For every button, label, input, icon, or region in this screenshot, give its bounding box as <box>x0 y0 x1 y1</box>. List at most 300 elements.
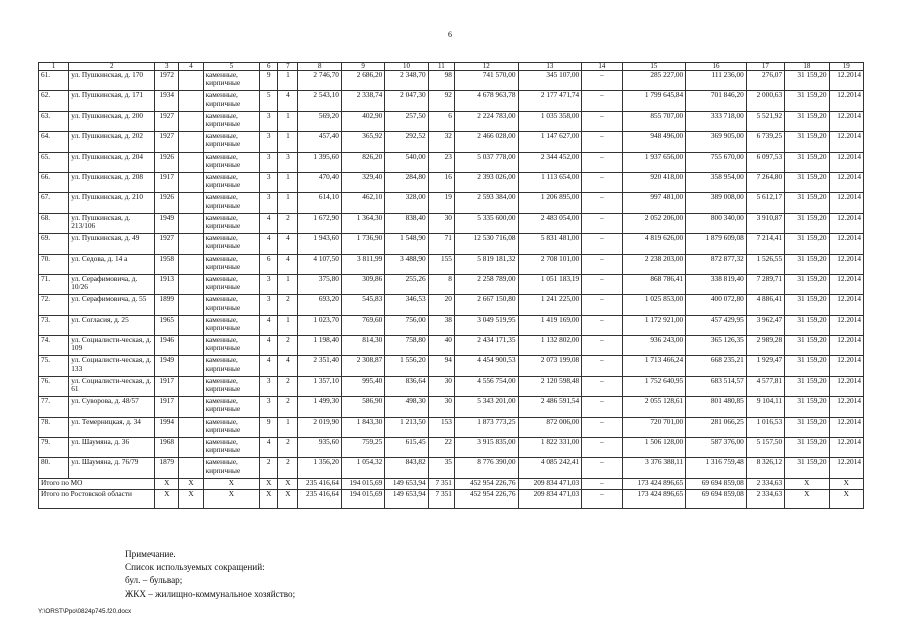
table-cell: 1 <box>278 193 298 213</box>
note-abbr-zhkkh: ЖКХ – жилищно-коммунальное хозяйство; <box>125 588 296 599</box>
table-cell: 2 393 026,00 <box>454 172 518 192</box>
table-cell: 12.2014 <box>829 172 863 192</box>
table-cell: 457,40 <box>298 132 341 152</box>
table-cell: 2 338,74 <box>341 91 384 111</box>
table-cell: ул. Социалисти-ческая, д. 109 <box>69 336 155 356</box>
table-cell: ул. Социалисти-ческая, д. 61 <box>69 376 155 396</box>
table-cell: 2 543,10 <box>298 91 341 111</box>
table-cell: ул. Шаумяна, д. 76/79 <box>69 458 155 478</box>
table-cell: 935,60 <box>298 438 341 458</box>
totals-cell: 69 694 859,08 <box>686 478 747 489</box>
table-cell: 2 667 150,80 <box>454 295 518 315</box>
table-cell: каменные, кирпичные <box>203 213 260 233</box>
table-cell <box>179 458 203 478</box>
table-cell: 1 526,55 <box>746 254 784 274</box>
table-cell <box>179 417 203 437</box>
table-cell: 2 047,30 <box>385 91 428 111</box>
table-cell: ул. Пушкинская, д. 210 <box>69 193 155 213</box>
table-cell: ул. Темерницкая, д. 34 <box>69 417 155 437</box>
table-cell: 855 707,00 <box>622 111 686 131</box>
table-cell: 31 159,20 <box>785 438 829 458</box>
table-cell: 1899 <box>155 295 179 315</box>
table-cell: ул. Социалисти-ческая, д. 133 <box>69 356 155 376</box>
table-cell: 1958 <box>155 254 179 274</box>
table-cell <box>179 254 203 274</box>
table-cell: 31 159,20 <box>785 397 829 417</box>
table-cell: 1 822 331,00 <box>518 438 582 458</box>
table-cell: каменные, кирпичные <box>203 132 260 152</box>
table-cell: 1 <box>278 132 298 152</box>
table-cell: 9 104,11 <box>746 397 784 417</box>
totals-cell: 194 015,69 <box>341 489 384 508</box>
table-cell <box>179 397 203 417</box>
table-cell: 31 159,20 <box>785 315 829 335</box>
totals-cell: 7 351 <box>428 489 454 508</box>
table-cell <box>179 356 203 376</box>
table-cell: 995,40 <box>341 376 384 396</box>
table-cell: ул. Серафимовича, д. 10/26 <box>69 274 155 294</box>
totals-cell: 7 351 <box>428 478 454 489</box>
table-cell: 12.2014 <box>829 438 863 458</box>
table-cell: каменные, кирпичные <box>203 274 260 294</box>
table-cell: 614,10 <box>298 193 341 213</box>
table-cell: 801 480,85 <box>686 397 747 417</box>
column-number-cell: 2 <box>69 63 155 71</box>
totals-cell: X <box>278 489 298 508</box>
table-cell: 5 831 481,00 <box>518 234 582 254</box>
table-cell: 1 198,40 <box>298 336 341 356</box>
table-cell: 12.2014 <box>829 274 863 294</box>
table-cell: каменные, кирпичные <box>203 234 260 254</box>
table-cell: 758,80 <box>385 336 428 356</box>
table-cell: 77. <box>39 397 69 417</box>
table-cell: 76. <box>39 376 69 396</box>
table-cell: каменные, кирпичные <box>203 254 260 274</box>
table-cell: 755 670,00 <box>686 152 747 172</box>
table-cell: 12.2014 <box>829 132 863 152</box>
table-cell: 62. <box>39 91 69 111</box>
table-cell <box>179 152 203 172</box>
table-cell: 1 <box>278 417 298 437</box>
table-cell <box>179 336 203 356</box>
table-cell: – <box>582 336 622 356</box>
table-cell: 920 418,00 <box>622 172 686 192</box>
table-cell: 1 799 645,84 <box>622 91 686 111</box>
table-cell: 2 593 384,00 <box>454 193 518 213</box>
table-row <box>39 458 864 478</box>
table-cell: 569,20 <box>298 111 341 131</box>
table-cell: 31 159,20 <box>785 132 829 152</box>
table-cell: 1 556,20 <box>385 356 428 376</box>
table-cell: 5 612,17 <box>746 193 784 213</box>
table-cell: 64. <box>39 132 69 152</box>
table-cell: 3 <box>278 152 298 172</box>
table-cell: 78. <box>39 417 69 437</box>
totals-cell: X <box>260 478 278 489</box>
table-cell: 4 819 626,00 <box>622 234 686 254</box>
table-cell: 1 356,20 <box>298 458 341 478</box>
table-cell <box>179 193 203 213</box>
table-cell: 31 159,20 <box>785 213 829 233</box>
table-cell: 587 376,00 <box>686 438 747 458</box>
table-cell <box>179 132 203 152</box>
table-cell: 12.2014 <box>829 213 863 233</box>
table-cell: 1 023,70 <box>298 315 341 335</box>
table-cell: 9 <box>260 71 278 91</box>
table-cell: 843,82 <box>385 458 428 478</box>
table-cell: 462,10 <box>341 193 384 213</box>
table-cell: 1968 <box>155 438 179 458</box>
table-cell: 3 488,90 <box>385 254 428 274</box>
totals-cell: X <box>155 478 179 489</box>
column-number-cell: 12 <box>454 63 518 71</box>
table-cell: 1 051 183,19 <box>518 274 582 294</box>
table-cell: 1 113 654,00 <box>518 172 582 192</box>
column-number-cell: 19 <box>829 63 863 71</box>
column-number-cell: 16 <box>686 63 747 71</box>
table-cell: 2 019,90 <box>298 417 341 437</box>
table-cell: 30 <box>428 213 454 233</box>
table-cell: 741 570,00 <box>454 71 518 91</box>
table-cell <box>179 295 203 315</box>
totals-cell: – <box>582 478 622 489</box>
table-cell: 2 708 101,00 <box>518 254 582 274</box>
table-row <box>39 254 864 274</box>
table-cell: 1 713 466,24 <box>622 356 686 376</box>
table-cell: 8 326,12 <box>746 458 784 478</box>
column-number-cell: 17 <box>746 63 784 71</box>
column-number-cell: 5 <box>203 63 260 71</box>
table-cell: 22 <box>428 438 454 458</box>
table-cell: 2 348,70 <box>385 71 428 91</box>
table-cell: – <box>582 213 622 233</box>
table-cell: 701 846,20 <box>686 91 747 111</box>
table-cell: 2 224 783,00 <box>454 111 518 131</box>
table-cell: 4 <box>278 356 298 376</box>
table-cell: 31 159,20 <box>785 376 829 396</box>
table-cell: 369 905,00 <box>686 132 747 152</box>
table-cell: 868 786,41 <box>622 274 686 294</box>
table-cell: ул. Шаумяна, д. 36 <box>69 438 155 458</box>
table-cell: ул. Пушкинская, д. 213/106 <box>69 213 155 233</box>
table-cell: – <box>582 254 622 274</box>
totals-row <box>39 478 864 489</box>
housing-table <box>38 62 864 509</box>
table-cell: каменные, кирпичные <box>203 438 260 458</box>
table-cell: 285 227,00 <box>622 71 686 91</box>
table-cell: – <box>582 111 622 131</box>
table-cell: 1946 <box>155 336 179 356</box>
totals-cell: X <box>155 489 179 508</box>
table-cell: 12.2014 <box>829 376 863 396</box>
table-cell: 4 <box>278 91 298 111</box>
table-cell: – <box>582 356 622 376</box>
totals-cell: 69 694 859,08 <box>686 489 747 508</box>
table-cell: 1 016,53 <box>746 417 784 437</box>
column-number-cell: 11 <box>428 63 454 71</box>
table-cell: 12.2014 <box>829 111 863 131</box>
table-cell: 30 <box>428 376 454 396</box>
table-cell: 1927 <box>155 132 179 152</box>
table-cell: 111 236,00 <box>686 71 747 91</box>
table-cell: 292,52 <box>385 132 428 152</box>
table-cell: 3 <box>260 193 278 213</box>
table-cell: 3 910,87 <box>746 213 784 233</box>
table-cell: 668 235,21 <box>686 356 747 376</box>
table-cell: 80. <box>39 458 69 478</box>
table-cell: 1 357,10 <box>298 376 341 396</box>
totals-cell: X <box>260 489 278 508</box>
table-cell: 7 289,71 <box>746 274 784 294</box>
column-number-cell: 13 <box>518 63 582 71</box>
table-cell: каменные, кирпичные <box>203 71 260 91</box>
table-cell: 1 132 802,00 <box>518 336 582 356</box>
table-row <box>39 111 864 131</box>
table-cell: 1 213,50 <box>385 417 428 437</box>
table-cell: 3 962,47 <box>746 315 784 335</box>
table-cell: 255,26 <box>385 274 428 294</box>
table-cell: – <box>582 71 622 91</box>
table-cell: – <box>582 152 622 172</box>
table-cell: каменные, кирпичные <box>203 376 260 396</box>
table-cell: 5 343 201,00 <box>454 397 518 417</box>
table-cell: каменные, кирпичные <box>203 336 260 356</box>
table-cell: 68. <box>39 213 69 233</box>
totals-cell: 2 334,63 <box>746 478 784 489</box>
table-cell: 1 <box>278 315 298 335</box>
table-row <box>39 193 864 213</box>
table-cell: – <box>582 397 622 417</box>
table-cell: 1917 <box>155 172 179 192</box>
table-cell: 2 000,63 <box>746 91 784 111</box>
table-cell: 309,86 <box>341 274 384 294</box>
column-number-cell: 6 <box>260 63 278 71</box>
table-cell: 1 548,90 <box>385 234 428 254</box>
table-cell <box>179 213 203 233</box>
table-cell: ул. Суворова, д. 48/57 <box>69 397 155 417</box>
table-cell: 2 483 054,00 <box>518 213 582 233</box>
table-cell: 30 <box>428 397 454 417</box>
table-cell: 948 496,00 <box>622 132 686 152</box>
table-cell: каменные, кирпичные <box>203 111 260 131</box>
table-cell: 2 351,40 <box>298 356 341 376</box>
totals-cell: 209 834 471,03 <box>518 489 582 508</box>
table-cell: 4 <box>260 438 278 458</box>
column-number-cell: 3 <box>155 63 179 71</box>
table-cell: 4 107,50 <box>298 254 341 274</box>
table-cell: 7 214,41 <box>746 234 784 254</box>
table-cell: 5 157,50 <box>746 438 784 458</box>
table-cell: 1 364,30 <box>341 213 384 233</box>
table-cell: 1 873 773,25 <box>454 417 518 437</box>
table-cell: 2 <box>278 438 298 458</box>
totals-cell: 452 954 226,76 <box>454 489 518 508</box>
table-cell: 1934 <box>155 91 179 111</box>
table-cell: 4 454 900,53 <box>454 356 518 376</box>
table-cell: 66. <box>39 172 69 192</box>
table-cell: 5 <box>260 91 278 111</box>
table-cell: 20 <box>428 295 454 315</box>
table-cell: 720 701,00 <box>622 417 686 437</box>
table-cell: 257,50 <box>385 111 428 131</box>
table-row <box>39 438 864 458</box>
table-cell: каменные, кирпичные <box>203 458 260 478</box>
table-cell: 31 159,20 <box>785 295 829 315</box>
table-cell: 75. <box>39 356 69 376</box>
table-cell: 540,00 <box>385 152 428 172</box>
note-title: Примечание. <box>125 549 176 559</box>
totals-label: Итого по МО <box>39 478 155 489</box>
column-number-cell: 1 <box>39 63 69 71</box>
table-cell <box>179 71 203 91</box>
table-cell: 12.2014 <box>829 71 863 91</box>
table-row <box>39 91 864 111</box>
table-cell: 338 819,40 <box>686 274 747 294</box>
table-cell: каменные, кирпичные <box>203 356 260 376</box>
table-cell: 4 556 754,00 <box>454 376 518 396</box>
totals-row <box>39 489 864 508</box>
table-cell: 2 177 471,74 <box>518 91 582 111</box>
table-cell: 1 752 640,95 <box>622 376 686 396</box>
table-cell: 545,83 <box>341 295 384 315</box>
table-cell: 4 <box>260 315 278 335</box>
table-cell: ул. Пушкинская, д. 200 <box>69 111 155 131</box>
totals-label: Итого по Ростовской области <box>39 489 155 508</box>
table-cell: 1 206 895,00 <box>518 193 582 213</box>
column-number-cell: 8 <box>298 63 341 71</box>
table-cell: 155 <box>428 254 454 274</box>
table-cell: 1 419 169,00 <box>518 315 582 335</box>
totals-cell: 173 424 896,65 <box>622 489 686 508</box>
table-cell: 9 <box>260 417 278 437</box>
table-cell: – <box>582 315 622 335</box>
table-cell: 63. <box>39 111 69 131</box>
table-cell: 872 006,00 <box>518 417 582 437</box>
table-row <box>39 295 864 315</box>
table-cell: 12.2014 <box>829 295 863 315</box>
notes-block <box>125 548 295 601</box>
table-cell: 276,07 <box>746 71 784 91</box>
table-cell: 769,60 <box>341 315 384 335</box>
table-cell: 98 <box>428 71 454 91</box>
table-cell: 2 <box>278 458 298 478</box>
table-cell: 329,40 <box>341 172 384 192</box>
table-cell: 19 <box>428 193 454 213</box>
table-cell: 38 <box>428 315 454 335</box>
table-cell: ул. Согласия, д. 25 <box>69 315 155 335</box>
table-cell: 2 258 789,00 <box>454 274 518 294</box>
table-cell <box>179 234 203 254</box>
table-row <box>39 152 864 172</box>
header-row <box>39 63 864 71</box>
table-cell: 23 <box>428 152 454 172</box>
table-cell: 2 073 199,08 <box>518 356 582 376</box>
table-cell: 79. <box>39 438 69 458</box>
table-row <box>39 172 864 192</box>
table-cell: каменные, кирпичные <box>203 295 260 315</box>
table-cell: 73. <box>39 315 69 335</box>
table-cell: 1 499,30 <box>298 397 341 417</box>
table-cell <box>179 315 203 335</box>
table-cell: 3 811,99 <box>341 254 384 274</box>
table-cell: 3 <box>260 274 278 294</box>
table-cell: 2 120 598,48 <box>518 376 582 396</box>
table-cell: ул. Пушкинская, д. 202 <box>69 132 155 152</box>
totals-cell: X <box>278 478 298 489</box>
table-cell: 1949 <box>155 356 179 376</box>
table-cell: – <box>582 274 622 294</box>
table-cell: 1 736,90 <box>341 234 384 254</box>
table-cell: 375,80 <box>298 274 341 294</box>
table-cell: 2 466 028,00 <box>454 132 518 152</box>
table-cell: 1 506 128,00 <box>622 438 686 458</box>
table-cell: – <box>582 376 622 396</box>
table-cell: 1917 <box>155 376 179 396</box>
table-cell: 7 264,80 <box>746 172 784 192</box>
totals-cell: 452 954 226,76 <box>454 478 518 489</box>
column-number-cell: 9 <box>341 63 384 71</box>
table-cell <box>179 274 203 294</box>
table-cell: 94 <box>428 356 454 376</box>
table-cell: 70. <box>39 254 69 274</box>
table-cell: 2 <box>278 397 298 417</box>
table-cell: 1 395,60 <box>298 152 341 172</box>
table-cell: – <box>582 438 622 458</box>
totals-cell: X <box>179 489 203 508</box>
table-cell: 2 486 591,54 <box>518 397 582 417</box>
table-cell: ул. Седова, д. 14 а <box>69 254 155 274</box>
table-cell: 838,40 <box>385 213 428 233</box>
table-cell: 3 <box>260 132 278 152</box>
table-cell <box>179 376 203 396</box>
table-cell: 5 037 778,00 <box>454 152 518 172</box>
table-cell: 402,90 <box>341 111 384 131</box>
totals-cell: X <box>203 489 260 508</box>
table-cell: 346,53 <box>385 295 428 315</box>
totals-cell: 194 015,69 <box>341 478 384 489</box>
table-cell: 2 686,20 <box>341 71 384 91</box>
totals-cell: 235 416,64 <box>298 489 341 508</box>
column-number-cell: 7 <box>278 63 298 71</box>
table-cell: 389 008,00 <box>686 193 747 213</box>
table-row <box>39 315 864 335</box>
totals-cell: 149 653,94 <box>385 478 428 489</box>
table-cell: 3 376 388,11 <box>622 458 686 478</box>
table-cell: 4 577,81 <box>746 376 784 396</box>
table-cell: 12.2014 <box>829 234 863 254</box>
table-cell: 1 241 225,00 <box>518 295 582 315</box>
table-row <box>39 417 864 437</box>
table-cell: 4 678 963,78 <box>454 91 518 111</box>
table-cell: 400 072,80 <box>686 295 747 315</box>
totals-cell: 235 416,64 <box>298 478 341 489</box>
table-cell: 1 054,32 <box>341 458 384 478</box>
table-cell: 1994 <box>155 417 179 437</box>
column-number-cell: 4 <box>179 63 203 71</box>
table-cell: 281 066,25 <box>686 417 747 437</box>
table-cell <box>179 111 203 131</box>
table-cell: 12.2014 <box>829 193 863 213</box>
totals-cell: X <box>829 489 863 508</box>
table-cell: 1917 <box>155 397 179 417</box>
table-cell: 2 989,28 <box>746 336 784 356</box>
totals-cell: 173 424 896,65 <box>622 478 686 489</box>
table-cell: – <box>582 234 622 254</box>
table-cell: каменные, кирпичные <box>203 315 260 335</box>
table-cell: ул. Пушкинская, д. 208 <box>69 172 155 192</box>
table-cell: каменные, кирпичные <box>203 172 260 192</box>
table-cell: 1 147 627,00 <box>518 132 582 152</box>
